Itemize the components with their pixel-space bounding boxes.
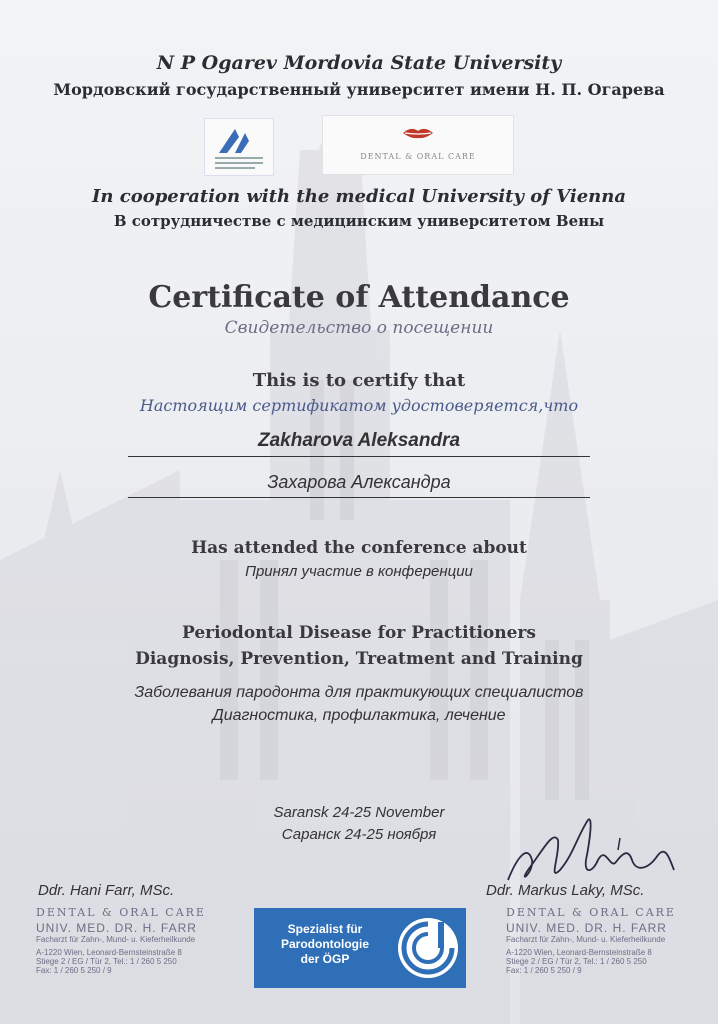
- university-logo: [204, 118, 274, 176]
- stamp-right-line4: Stiege 2 / EG / Tür 2, Tel.: 1 / 260 5 250: [506, 957, 647, 966]
- ogp-specialist-badge: [254, 908, 466, 988]
- signatory-left: Ddr. Hani Farr, MSc.: [38, 882, 175, 899]
- cooperation-ru: В сотрудничестве с медицинским университетом Вены: [113, 212, 605, 230]
- ogp-emblem-icon: [394, 914, 462, 982]
- attended-en: Has attended the conference about: [191, 538, 527, 558]
- place-date-ru: Саранск 24-25 ноября: [281, 826, 437, 843]
- badge-line3: der ÖGP: [300, 952, 350, 966]
- certificate-title-en: Certificate of Attendance: [148, 280, 570, 315]
- stamp-right-line2: Facharzt für Zahn-, Mund- u. Kieferheilkunde: [506, 935, 666, 944]
- certify-en: This is to certify that: [252, 370, 466, 391]
- topic-ru-line1: Заболевания пародонта для практикующих специалистов: [134, 684, 584, 701]
- university-emblem-icon: [205, 119, 273, 175]
- stamp-right-brand: DENTAL & ORAL CARE: [506, 906, 676, 919]
- stamp-right-line1: UNIV. MED. DR. H. FARR: [506, 921, 667, 935]
- name-underline-ru: [128, 497, 590, 498]
- topic-en-line1: Periodontal Disease for Practitioners: [182, 623, 536, 643]
- stamp-right: [506, 906, 706, 975]
- lips-icon: [401, 126, 435, 140]
- attended-ru: Принял участие в конференции: [245, 563, 473, 580]
- university-name-en: N P Ogarev Mordovia State University: [156, 52, 562, 74]
- stamp-left-line1: UNIV. MED. DR. H. FARR: [36, 921, 197, 935]
- badge-line1: Spezialist für: [287, 922, 363, 936]
- stamp-left-line2: Facharzt für Zahn-, Mund- u. Kieferheilkunde: [36, 935, 196, 944]
- place-date-en: Saransk 24-25 November: [273, 804, 445, 821]
- university-name-ru: Мордовский государственный университет имени Н. П. Огарева: [53, 80, 665, 99]
- topic-en-line2: Diagnosis, Prevention, Treatment and Training: [135, 649, 583, 669]
- badge-line2: Parodontologie: [281, 937, 369, 951]
- recipient-name-ru: Захарова Александра: [267, 472, 451, 492]
- stamp-left-line5: Fax: 1 / 260 5 250 / 9: [36, 966, 112, 975]
- recipient-name-en: Zakharova Aleksandra: [257, 430, 461, 451]
- certify-ru: Настоящим сертификатом удостоверяется,что: [139, 396, 579, 415]
- certificate-title-ru: Свидетельство о посещении: [224, 318, 494, 338]
- stamp-left: [36, 906, 246, 975]
- name-underline-en: [128, 456, 590, 457]
- topic-ru-line2: Диагностика, профилактика, лечение: [212, 707, 506, 724]
- dental-logo-text: DENTAL & ORAL CARE: [360, 152, 476, 161]
- dental-oral-care-logo: [322, 115, 514, 175]
- stamp-left-line4: Stiege 2 / EG / Tür 2, Tel.: 1 / 260 5 250: [36, 957, 177, 966]
- signatory-right: Ddr. Markus Laky, MSc.: [486, 882, 645, 899]
- cooperation-en: In cooperation with the medical University of Vienna: [91, 186, 627, 207]
- stamp-left-brand: DENTAL & ORAL CARE: [36, 906, 206, 919]
- stamp-right-line5: Fax: 1 / 260 5 250 / 9: [506, 966, 582, 975]
- stamp-right-line3: A-1220 Wien, Leonard-Bernsteinstraße 8: [506, 948, 652, 957]
- stamp-left-line3: A-1220 Wien, Leonard-Bernsteinstraße 8: [36, 948, 182, 957]
